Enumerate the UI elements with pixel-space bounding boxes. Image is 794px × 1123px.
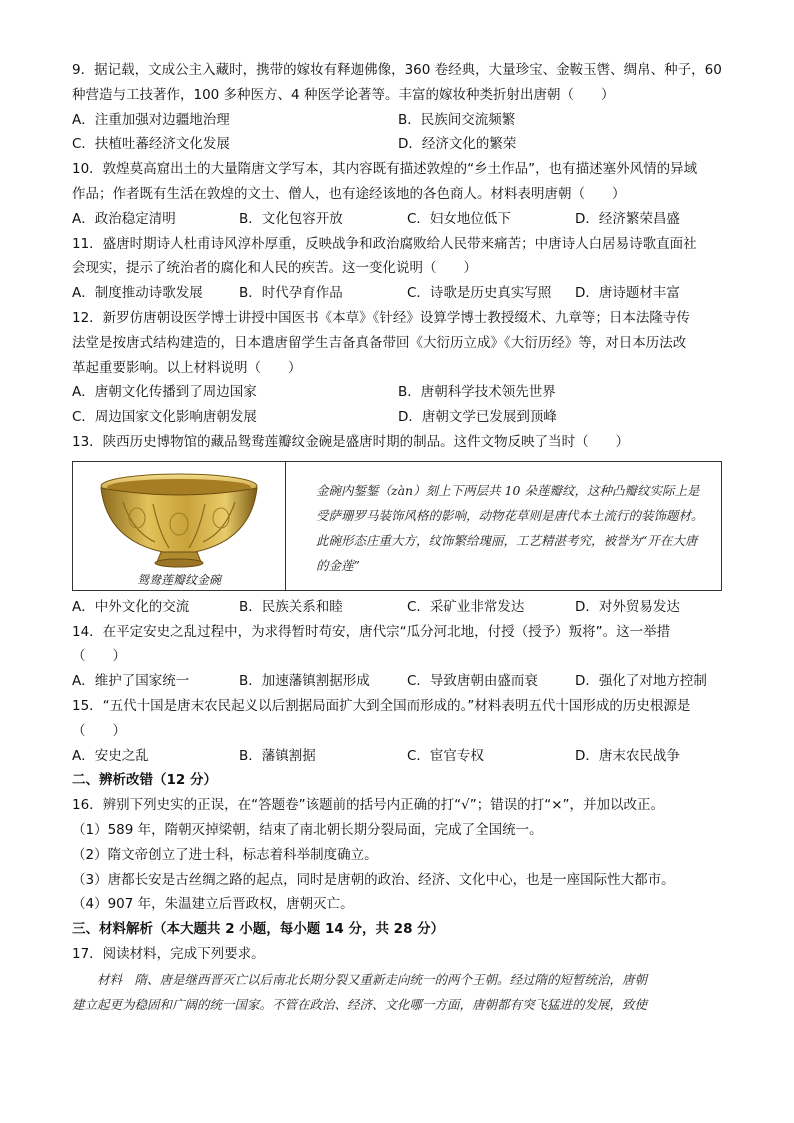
option-c[interactable]: C．扶植吐蕃经济文化发展 (72, 136, 230, 153)
option-b[interactable]: B．民族间交流频繁 (398, 111, 516, 128)
option-b[interactable]: B．藩镇割据 (239, 747, 316, 764)
option-a[interactable]: A．安史之乱 (72, 747, 149, 764)
option-d[interactable]: D．唐朝文学已发展到顶峰 (398, 409, 557, 426)
option-a[interactable]: A．制度推动诗歌发展 (72, 285, 203, 302)
question-10-options (72, 207, 724, 232)
option-a[interactable]: A．中外文化的交流 (72, 598, 190, 615)
option-b[interactable]: B．文化包容开放 (239, 210, 343, 227)
question-12-stem-cont: 法堂是按唐式结构建造的，日本遣唐留学生吉备真备带回《大衍历立成》《大衍历经》等，对日本历法改 (72, 334, 687, 351)
section-2-title: 二、辨析改错（12 分） (72, 772, 217, 789)
option-d[interactable]: D．经济繁荣昌盛 (575, 210, 680, 227)
question-16-item-2: （2）隋文帝创立了进士科，标志着科举制度确立。 (72, 846, 378, 863)
option-d[interactable]: D．强化了对地方控制 (575, 673, 707, 690)
option-c[interactable]: C．采矿业非常发达 (407, 598, 525, 615)
question-11-options (72, 281, 724, 306)
figure-description: 金碗内錾錾（zàn）刻上下两层共 10 朵莲瓣纹，这种凸瓣纹实际上是受萨珊罗马装饰风格的影响，动物花草则是唐代本土流行的装饰题材。此碗形态庄重大方，纹饰繁给瑰丽，工艺精湛考究，被誉为“开在大唐的金莲” (316, 482, 704, 573)
question-9-stem-cont: 种营造与工技著作，100 多种医方、4 种医学论著等。丰富的嫁妆种类折射出唐朝（ ） (72, 86, 615, 103)
question-17-stem: 17．阅读材料，完成下列要求。 (72, 945, 265, 962)
question-10-stem-cont: 作品；作者既有生活在敦煌的文士、僧人，也有途经该地的各色商人。材料表明唐朝（ ） (72, 185, 626, 202)
option-d[interactable]: D．唐诗题材丰富 (575, 285, 680, 302)
option-a[interactable]: A．维护了国家统一 (72, 673, 190, 690)
question-15-options (72, 744, 724, 769)
question-9-options-row2 (72, 132, 724, 157)
question-12-stem: 12．新罗仿唐朝设医学博士讲授中国医书《本草》《针经》设算学博士教授缀术、九章等；日本法隆寺传 (72, 309, 690, 326)
option-a[interactable]: A．政治稳定清明 (72, 210, 176, 227)
question-13-options (72, 595, 724, 620)
material-text-line1: 材料 隋、唐是继西晋灭亡以后南北长期分裂又重新走向统一的两个王朝。经过隋的短暂统治，唐朝 (97, 971, 648, 987)
question-12-options-row2 (72, 405, 724, 430)
question-15-stem-cont: （ ） (72, 722, 126, 739)
material-text-line2: 建立起更为稳固和广阔的统一国家。不管在政治、经济、文化哪一方面，唐朝都有突飞猛进的发展，致使 (72, 996, 648, 1012)
option-b[interactable]: B．时代孕育作品 (239, 285, 343, 302)
exam-page (72, 58, 724, 1017)
question-13-stem: 13．陕西历史博物馆的藏品鸳鸯莲瓣纹金碗是盛唐时期的制品。这件文物反映了当时（ ） (72, 433, 630, 450)
option-c[interactable]: C．周边国家文化影响唐朝发展 (72, 409, 257, 426)
question-16-item-4: （4）907 年，朱温建立后晋政权，唐朝灭亡。 (72, 896, 354, 913)
question-15-stem: 15．“五代十国是唐末农民起义以后割据局面扩大到全国而形成的。”材料表明五代十国形成的历史根源是 (72, 697, 691, 714)
option-b[interactable]: B．唐朝科学技术领先世界 (398, 384, 556, 401)
figure-caption: 鸳鸯莲瓣纹金碗 (136, 572, 221, 587)
option-a[interactable]: A．注重加强对边疆地治理 (72, 111, 230, 128)
option-d[interactable]: D．唐末农民战争 (575, 747, 680, 764)
question-9-options-row1 (72, 108, 724, 133)
section-3-title: 三、材料解析（本大题共 2 小题，每小题 14 分，共 28 分） (72, 921, 445, 938)
question-9-stem: 9．据记载，文成公主入藏时，携带的嫁妆有释迦佛像，360 卷经典，大量珍宝、金鞍玉辔、绸帛、种子，60 (72, 62, 722, 78)
option-c[interactable]: C．诗歌是历史真实写照 (407, 285, 552, 302)
question-16-item-1: （1）589 年，隋朝灭掉梁朝，结束了南北朝长期分裂局面，完成了全国统一。 (72, 821, 543, 838)
option-b[interactable]: B．加速藩镇割据形成 (239, 673, 370, 690)
gold-bowl-image (73, 462, 286, 590)
question-16-item-3: （3）唐都长安是古丝绸之路的起点，同时是唐朝的政治、经济、文化中心，也是一座国际性大都市。 (72, 871, 675, 888)
question-14-stem: 14．在平定安史之乱过程中，为求得暂时苟安，唐代宗“瓜分河北地，付授（授予）叛将”。这一举措 (72, 623, 671, 640)
option-c[interactable]: C．导致唐朝由盛而衰 (407, 673, 538, 690)
question-14-stem-cont: （ ） (72, 648, 126, 665)
question-11-stem-cont: 会现实，提示了统治者的腐化和人民的疾苦。这一变化说明（ ） (72, 260, 477, 277)
option-c[interactable]: C．妇女地位低下 (407, 210, 511, 227)
option-d[interactable]: D．经济文化的繁荣 (398, 136, 517, 153)
question-16-stem: 16．辨别下列史实的正误，在“答题卷”该题前的括号内正确的打“√”；错误的打“×”，并加以改正。 (72, 797, 665, 814)
option-b[interactable]: B．民族关系和睦 (239, 598, 343, 615)
option-d[interactable]: D．对外贸易发达 (575, 598, 680, 615)
question-12-options-row1 (72, 380, 724, 405)
option-c[interactable]: C．宦官专权 (407, 747, 484, 764)
option-a[interactable]: A．唐朝文化传播到了周边国家 (72, 384, 257, 401)
question-14-options (72, 669, 724, 694)
question-10-stem: 10．敦煌莫高窟出土的大量隋唐文学写本，其内容既有描述敦煌的“乡土作品”，也有描述塞外风情的异域 (72, 161, 698, 178)
question-12-stem-cont2: 革起重要影响。以上材料说明（ ） (72, 359, 302, 376)
question-11-stem: 11．盛唐时期诗人杜甫诗风淳朴厚重，反映战争和政治腐败给人民带来痛苦；中唐诗人白居易诗歌直面社 (72, 235, 697, 252)
question-13-figure (72, 461, 722, 591)
